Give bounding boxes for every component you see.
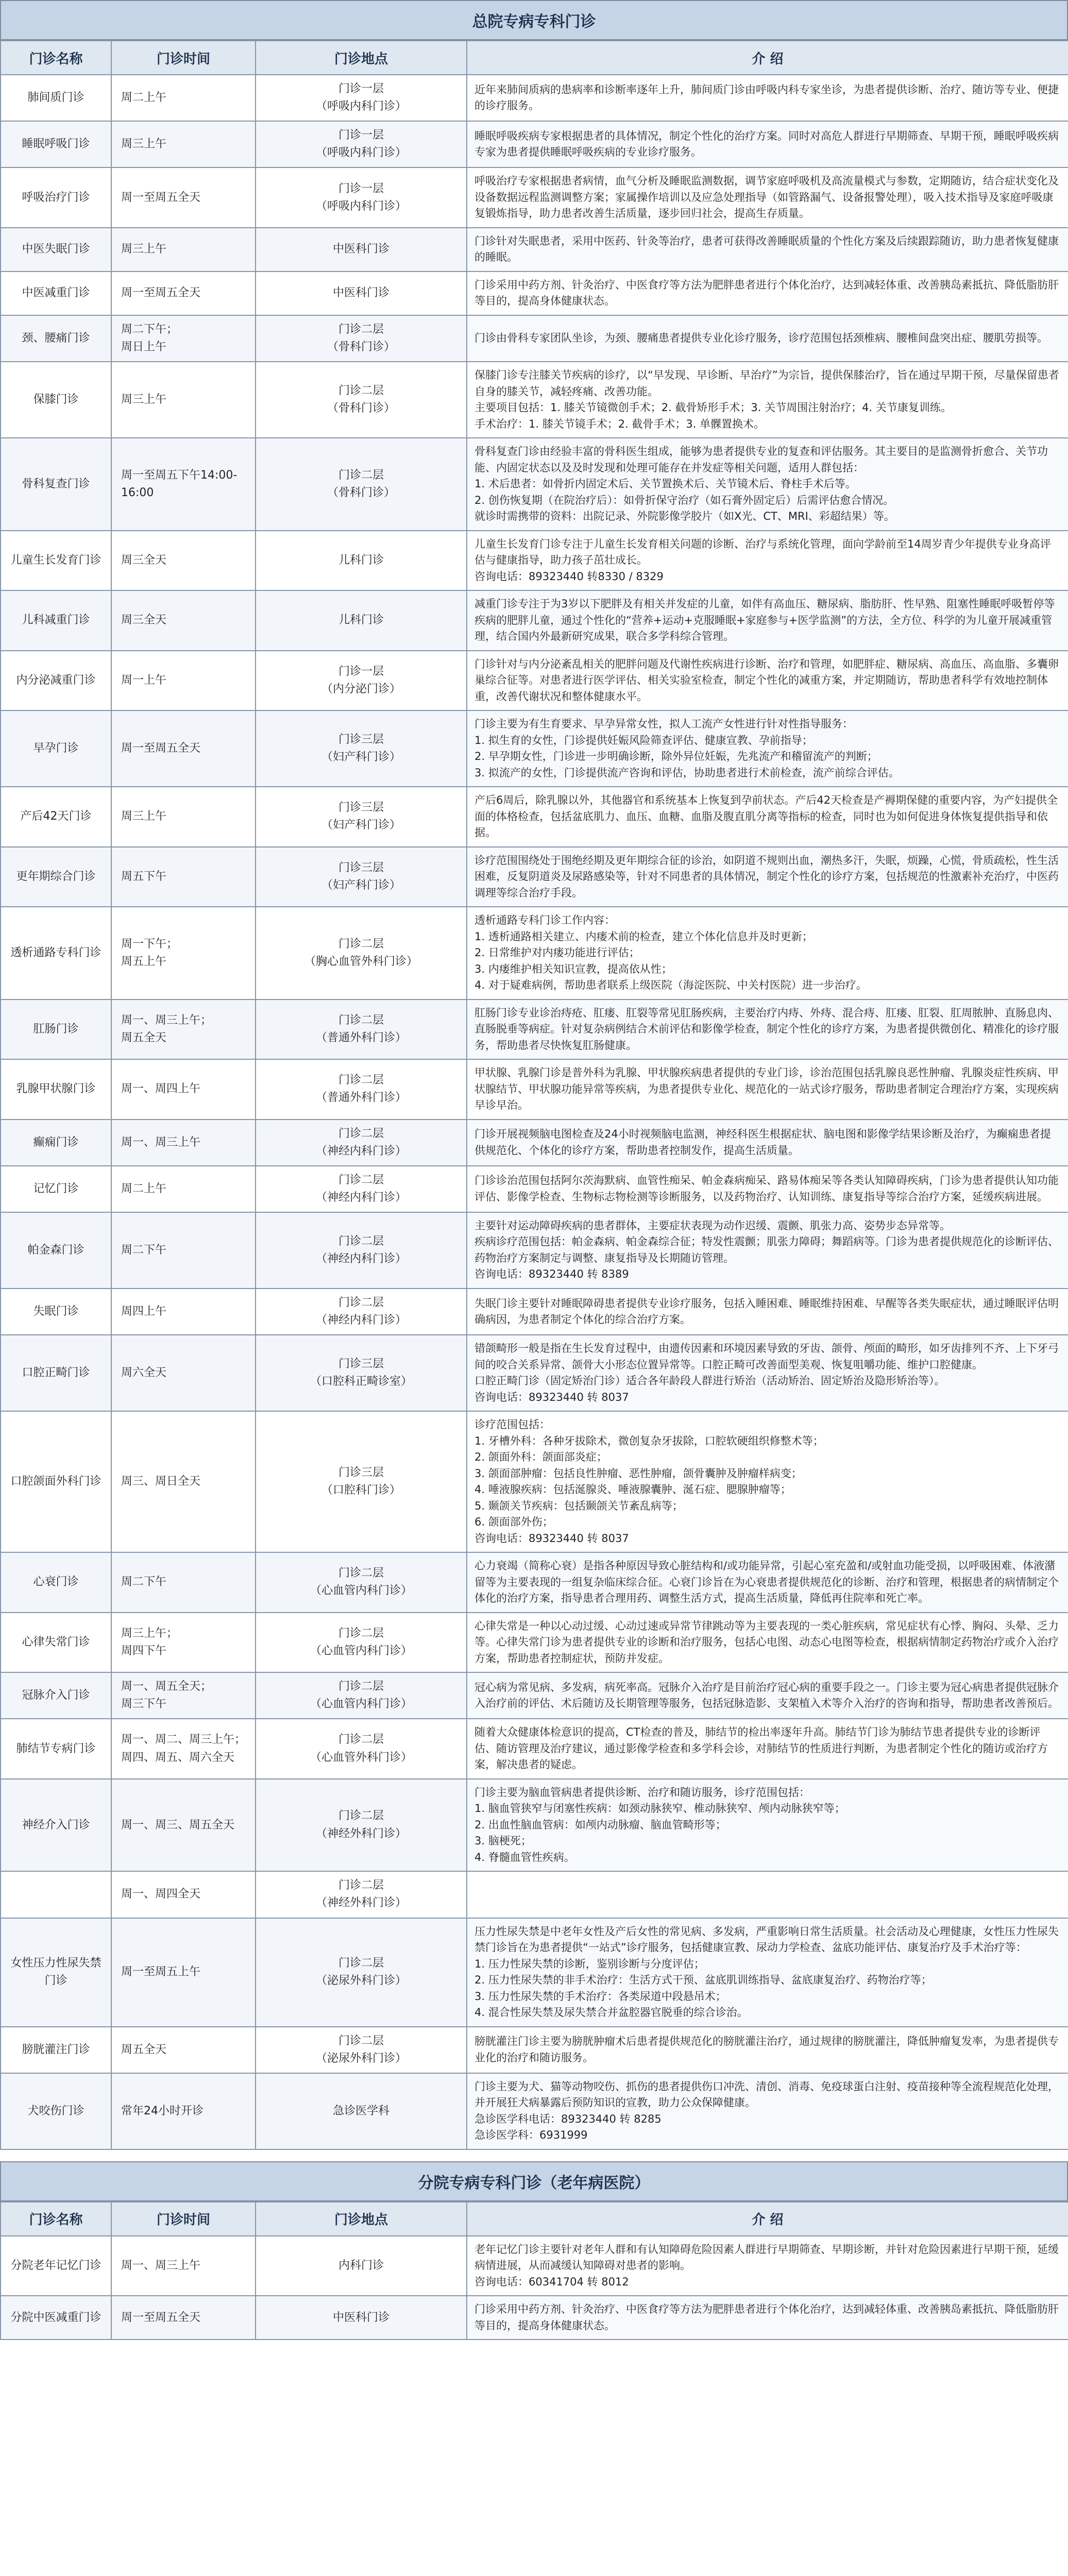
clinic-name-cell: 儿科减重门诊 — [1, 590, 111, 651]
table-row — [1, 2236, 1068, 2296]
clinic-name-cell: 早孕门诊 — [1, 710, 111, 787]
clinic-location-cell: 中医科门诊 — [256, 272, 467, 315]
clinic-intro-cell: 错颌畸形一般是指在生长发育过程中，由遗传因素和环境因素导致的牙齿、颌骨、颅面的畸形，如牙齿排列不齐、上下牙弓间的咬合关系异常、颌骨大小形态位置异常等。口腔正畸可改善面型美观、恢复咀嚼功能、维护口腔健康。 口腔正畸门诊（固定矫治门诊）适合各年龄段人群进行矫治（活动矫治、固定矫治及隐形矫治等）。 咨询电话：89323440 转 8037 — [467, 1335, 1068, 1411]
table-row — [1, 438, 1068, 531]
header-introduction: 介 绍 — [467, 41, 1068, 75]
clinic-location-cell: 儿科门诊 — [256, 531, 467, 591]
clinic-intro-cell: 骨科复查门诊由经验丰富的骨科医生组成，能够为患者提供专业的复查和评估服务。其主要目的是监测骨折愈合、关节功能、内固定状态以及及时发现和处理可能存在并发症等相关问题，适用人群包括： 1. 术后患者：如骨折内固定术后、关节置换术后、关节镜术后、脊柱手术后等。 2. 创伤恢复期（在院治疗后）：如骨折保守治疗（如石膏外固定后）后需评估愈合情况。 就诊时需携带的资料：出院记录、外院影像学胶片（如X光、CT、MRI、彩超结果）等。 — [467, 438, 1068, 531]
table-row — [1, 531, 1068, 591]
clinic-location-cell: 门诊二层 （神经内科门诊） — [256, 1120, 467, 1166]
clinic-intro-cell: 压力性尿失禁是中老年女性及产后女性的常见病、多发病，严重影响日常生活质量。社会活动及心理健康，女性压力性尿失禁门诊旨在为患者提供“一站式”诊疗服务，包括健康宣教、尿动力学检查、盆底功能评估、康复治疗及手术治疗等： 1. 压力性尿失禁的诊断，鉴别诊断与分度评估； 2. 压力性尿失禁的非手术治疗：生活方式干预、盆底肌训练指导、盆底康复治疗、药物治疗等； 3. 压力性尿失禁的手术治疗：各类尿道中段悬吊术； 4. 混合性尿失禁及尿失禁合并盆腔器官脱垂的综合诊治。 — [467, 1918, 1068, 2027]
clinic-time-cell: 周六全天 — [111, 1335, 256, 1411]
clinic-location-cell: 中医科门诊 — [256, 2296, 467, 2340]
clinic-time-cell: 周三上午； 周四下午 — [111, 1613, 256, 1673]
table-row — [1, 272, 1068, 315]
clinic-location-cell: 门诊一层 （呼吸内科门诊） — [256, 121, 467, 167]
clinic-name-cell: 记忆门诊 — [1, 1166, 111, 1212]
clinic-intro-cell: 门诊采用中药方剂、针灸治疗、中医食疗等方法为肥胖患者进行个体化治疗，达到减轻体重、改善胰岛素抵抗、降低脂肪肝等目的，提高身体健康状态。 — [467, 2296, 1068, 2340]
table-row — [1, 787, 1068, 847]
table-row — [1, 1779, 1068, 1872]
clinic-time-cell: 周一至周五全天 — [111, 167, 256, 228]
clinic-name-cell: 中医失眠门诊 — [1, 228, 111, 272]
clinic-intro-cell: 门诊由骨科专家团队坐诊，为颈、腰痛患者提供专业化诊疗服务，诊疗范围包括颈椎病、腰椎间盘突出症、腰肌劳损等。 — [467, 315, 1068, 362]
table-row — [1, 315, 1068, 362]
clinic-location-cell: 门诊二层 （泌尿外科门诊） — [256, 2027, 467, 2073]
clinic-intro-cell: 门诊诊治范围包括阿尔茨海默病、血管性痴呆、帕金森病痴呆、路易体痴呆等各类认知障碍疾病，门诊为患者提供认知功能评估、影像学检查、生物标志物检测等诊断服务，以及药物治疗、认知训练、康复指导等综合治疗方案，延缓疾病进展。 — [467, 1166, 1068, 1212]
clinic-time-cell: 周一至周五全天 — [111, 2296, 256, 2340]
table-row — [1, 1120, 1068, 1166]
clinic-name-cell: 癫痫门诊 — [1, 1120, 111, 1166]
clinic-intro-cell: 门诊针对与内分泌紊乱相关的肥胖问题及代谢性疾病进行诊断、治疗和管理，如肥胖症、糖尿病、高血压、高血脂、多囊卵巢综合征等。对患者进行医学评估、相关实验室检查，制定个性化的减重方案，并定期随访，帮助患者科学有效地控制体重，改善代谢状况和整体健康水平。 — [467, 651, 1068, 711]
table-row — [1, 2073, 1068, 2149]
clinic-intro-cell: 心力衰竭（简称心衰）是指各种原因导致心脏结构和/或功能异常，引起心室充盈和/或射血功能受损，以呼吸困难、体液潴留等为主要表现的一组复杂临床综合征。心衰门诊旨在为心衰患者提供规范化的诊断、治疗和管理，根据患者的病情制定个体化的治疗方案，指导患者合理用药、调整生活方式，提高生活质量，降低再住院率和死亡率。 — [467, 1552, 1068, 1613]
clinic-location-cell: 门诊三层 （妇产科门诊） — [256, 787, 467, 847]
clinic-time-cell: 周三上午 — [111, 121, 256, 167]
clinic-name-cell: 心衰门诊 — [1, 1552, 111, 1613]
clinic-location-cell: 门诊二层 （骨科门诊） — [256, 438, 467, 531]
clinic-intro-cell: 减重门诊专注于为3岁以下肥胖及有相关并发症的儿童，如伴有高血压、糖尿病、脂肪肝、性早熟、阻塞性睡眠呼吸暂停等疾病的肥胖儿童，通过个性化的“营养+运动+克服睡眠+家庭参与+医学监测”的方法，全方位、科学的为儿童开展减重管理，结合国内外最新研究成果，联合多学科综合管理。 — [467, 590, 1068, 651]
clinic-location-cell: 中医科门诊 — [256, 228, 467, 272]
table-row — [1, 228, 1068, 272]
table-row — [1, 1719, 1068, 1779]
clinic-time-cell: 周三上午 — [111, 228, 256, 272]
clinic-intro-cell: 老年记忆门诊主要针对老年人群和有认知障碍危险因素人群进行早期筛查、早期诊断，并针对危险因素进行早期干预，延缓病情进展，从而减缓认知障碍对患者的影响。 咨询电话：60341704 转 8012 — [467, 2236, 1068, 2296]
clinic-time-cell: 周二下午； 周日上午 — [111, 315, 256, 362]
clinic-intro-cell: 门诊主要为有生育要求、早孕异常女性，拟人工流产女性进行针对性指导服务： 1. 拟生育的女性，门诊提供妊娠风险筛查评估、健康宣教、孕前指导； 2. 早孕期女性，门诊进一步明确诊断，除外异位妊娠，先兆流产和稽留流产的判断； 3. 拟流产的女性，门诊提供流产咨询和评估，协助患者进行术前检查，流产前综合评估。 — [467, 710, 1068, 787]
clinic-time-cell: 周一至周五全天 — [111, 272, 256, 315]
clinic-name-cell: 肺间质门诊 — [1, 75, 111, 121]
clinic-location-cell: 门诊二层 （普通外科门诊） — [256, 999, 467, 1060]
clinic-time-cell: 周三、周日全天 — [111, 1411, 256, 1552]
clinic-time-cell: 周二下午 — [111, 1552, 256, 1613]
table-row — [1, 75, 1068, 121]
clinic-name-cell: 女性压力性尿失禁门诊 — [1, 1918, 111, 2027]
clinic-name-cell: 睡眠呼吸门诊 — [1, 121, 111, 167]
clinic-location-cell: 门诊一层 （呼吸内科门诊） — [256, 167, 467, 228]
clinic-time-cell: 周二下午 — [111, 1212, 256, 1289]
clinic-location-cell: 门诊二层 （泌尿外科门诊） — [256, 1918, 467, 2027]
clinic-location-cell: 门诊三层 （口腔科门诊） — [256, 1411, 467, 1552]
section-title-branch-hospital: 分院专病专科门诊（老年病医院） — [0, 2161, 1068, 2201]
clinic-name-cell: 骨科复查门诊 — [1, 438, 111, 531]
clinic-intro-cell: 呼吸治疗专家根据患者病情，血气分析及睡眠监测数据，调节家庭呼吸机及高流量模式与参数，定期随访，结合症状变化及设备数据远程监测调整方案；家属操作培训以及应急处理指导（如管路漏气、设备报警处理），吸入技术指导及家庭呼吸康复锻炼指导，助力患者改善生活质量，逐步回归社会，提高生存质量。 — [467, 167, 1068, 228]
clinic-time-cell: 周二上午 — [111, 75, 256, 121]
table-row — [1, 1672, 1068, 1719]
clinic-location-cell: 门诊三层 （妇产科门诊） — [256, 847, 467, 907]
clinic-time-cell: 周一、周三上午； 周五全天 — [111, 999, 256, 1060]
table-row — [1, 1552, 1068, 1613]
header-clinic-name: 门诊名称 — [1, 2202, 111, 2236]
clinic-time-cell: 周三上午 — [111, 362, 256, 438]
clinic-intro-cell: 膀胱灌注门诊主要为膀胱肿瘤术后患者提供规范化的膀胱灌注治疗，通过规律的膀胱灌注，降低肿瘤复发率，为患者提供专业化的治疗和随访服务。 — [467, 2027, 1068, 2073]
clinic-intro-cell: 心律失常是一种以心动过缓、心动过速或异常节律跳动等为主要表现的一类心脏疾病，常见症状有心悸、胸闷、头晕、乏力等。心律失常门诊为患者提供专业的诊断和治疗服务，包括心电图、动态心电图等检查，根据病情制定药物治疗或介入治疗方案，帮助患者控制症状，预防并发症。 — [467, 1613, 1068, 1673]
table-row — [1, 121, 1068, 167]
clinic-intro-cell: 失眠门诊主要针对睡眠障碍患者提供专业诊疗服务，包括入睡困难、睡眠维持困难、早醒等各类失眠症状，通过睡眠评估明确病因，为患者制定个体化的综合治疗方案。 — [467, 1289, 1068, 1335]
table-row — [1, 1212, 1068, 1289]
clinic-name-cell: 膀胱灌注门诊 — [1, 2027, 111, 2073]
clinic-time-cell: 周三全天 — [111, 531, 256, 591]
clinic-time-cell: 周一至周五上午 — [111, 1918, 256, 2027]
table-row — [1, 590, 1068, 651]
clinic-name-cell: 内分泌减重门诊 — [1, 651, 111, 711]
table-header-row — [1, 2202, 1068, 2236]
header-clinic-name: 门诊名称 — [1, 41, 111, 75]
header-clinic-location: 门诊地点 — [256, 41, 467, 75]
clinic-intro-cell: 诊疗范围围绕处于围绝经期及更年期综合征的诊治，如阴道不规则出血，潮热多汗，失眠，烦躁，心慌，骨质疏松，性生活困难，反复阴道炎及尿路感染等，针对不同患者的具体情况，制定个性化的诊疗方案，包括规范的性激素补充治疗，中医药调理等综合治疗手段。 — [467, 847, 1068, 907]
table-row — [1, 710, 1068, 787]
header-introduction: 介 绍 — [467, 2202, 1068, 2236]
table-row — [1, 847, 1068, 907]
table-body-main-hospital — [1, 75, 1068, 2149]
clinic-name-cell: 中医减重门诊 — [1, 272, 111, 315]
clinic-time-cell: 周一至周五下午14:00-16:00 — [111, 438, 256, 531]
clinic-location-cell: 门诊二层 （神经内科门诊） — [256, 1212, 467, 1289]
table-row — [1, 2296, 1068, 2340]
clinic-intro-cell: 随着大众健康体检意识的提高，CT检查的普及，肺结节的检出率逐年升高。肺结节门诊为肺结节患者提供专业的诊断评估、随访管理及治疗建议，通过影像学检查和多学科会诊，对肺结节的性质进行判断，为患者制定个性化的随访或治疗方案，解决患者的疑虑。 — [467, 1719, 1068, 1779]
clinic-name-cell: 颈、腰痛门诊 — [1, 315, 111, 362]
clinic-time-cell: 周一、周二、周三上午； 周四、周五、周六全天 — [111, 1719, 256, 1779]
clinic-name-cell: 分院老年记忆门诊 — [1, 2236, 111, 2296]
clinic-name-cell: 更年期综合门诊 — [1, 847, 111, 907]
clinic-table-branch-hospital — [0, 2201, 1068, 2341]
clinic-location-cell: 门诊二层 （胸心血管外科门诊） — [256, 907, 467, 999]
clinic-location-cell: 内科门诊 — [256, 2236, 467, 2296]
table-row — [1, 1411, 1068, 1552]
clinic-name-cell: 失眠门诊 — [1, 1289, 111, 1335]
table-row — [1, 1289, 1068, 1335]
clinic-name-cell: 乳腺甲状腺门诊 — [1, 1059, 111, 1120]
clinic-intro-cell — [467, 1871, 1068, 1918]
clinic-time-cell: 常年24小时开诊 — [111, 2073, 256, 2149]
clinic-location-cell: 门诊二层 （神经内科门诊） — [256, 1289, 467, 1335]
clinic-intro-cell: 门诊主要为脑血管病患者提供诊断、治疗和随访服务，诊疗范围包括： 1. 脑血管狭窄与闭塞性疾病：如颈动脉狭窄、椎动脉狭窄、颅内动脉狭窄等； 2. 出血性脑血管病：如颅内动脉瘤、脑血管畸形等； 3. 脑梗死； 4. 脊髓血管性疾病。 — [467, 1779, 1068, 1872]
table-row — [1, 1613, 1068, 1673]
clinic-intro-cell: 肛肠门诊专业诊治痔疮、肛瘘、肛裂等常见肛肠疾病，主要治疗内痔、外痔、混合痔、肛瘘、肛裂、肛周脓肿、直肠息肉、直肠脱垂等病症。针对复杂病例结合术前评估和影像学检查，制定个性化的诊疗方案，为患者提供微创化、精准化的诊疗服务，帮助患者尽快恢复肛肠健康。 — [467, 999, 1068, 1060]
clinic-time-cell: 周一上午 — [111, 651, 256, 711]
clinic-intro-cell: 冠心病为常见病、多发病，病死率高。冠脉介入治疗是目前治疗冠心病的重要手段之一。门诊主要为冠心病患者提供冠脉介入治疗前的评估、术后随访及长期管理等服务，包括冠脉造影、支架植入术等介入治疗的咨询和指导，帮助患者改善预后。 — [467, 1672, 1068, 1719]
clinic-time-cell: 周一、周四上午 — [111, 1059, 256, 1120]
clinic-location-cell: 门诊三层 （妇产科门诊） — [256, 710, 467, 787]
clinic-name-cell: 帕金森门诊 — [1, 1212, 111, 1289]
clinic-name-cell: 分院中医减重门诊 — [1, 2296, 111, 2340]
clinic-time-cell: 周四上午 — [111, 1289, 256, 1335]
table-row — [1, 1918, 1068, 2027]
table-row — [1, 907, 1068, 999]
clinic-location-cell: 门诊二层 （心血管内科门诊） — [256, 1672, 467, 1719]
clinic-intro-cell: 睡眠呼吸疾病专家根据患者的具体情况，制定个性化的治疗方案。同时对高危人群进行早期筛查、早期干预，睡眠呼吸疾病专家为患者提供睡眠呼吸疾病的专业诊疗服务。 — [467, 121, 1068, 167]
clinic-time-cell: 周三全天 — [111, 590, 256, 651]
clinic-intro-cell: 门诊采用中药方剂、针灸治疗、中医食疗等方法为肥胖患者进行个体化治疗，达到减轻体重、改善胰岛素抵抗、降低脂肪肝等目的，提高身体健康状态。 — [467, 272, 1068, 315]
clinic-location-cell: 门诊二层 （心血管内科门诊） — [256, 1552, 467, 1613]
table-row — [1, 1059, 1068, 1120]
table-row — [1, 167, 1068, 228]
clinic-location-cell: 儿科门诊 — [256, 590, 467, 651]
table-row — [1, 362, 1068, 438]
clinic-intro-cell: 主要针对运动障碍疾病的患者群体，主要症状表现为动作迟缓、震颤、肌张力高、姿势步态异常等。 疾病诊疗范围包括：帕金森病、帕金森综合征；特发性震颤；肌张力障碍；舞蹈病等。门诊为患者提供规范化的诊断评估、药物治疗方案制定与调整、康复指导及长期随访管理。 咨询电话：89323440 转 8389 — [467, 1212, 1068, 1289]
clinic-intro-cell: 甲状腺、乳腺门诊是普外科为乳腺、甲状腺疾病患者提供的专业门诊，诊治范围包括乳腺良恶性肿瘤、乳腺炎症性疾病、甲状腺结节、甲状腺功能异常等疾病，为患者提供专业化、规范化的一站式诊疗服务，帮助患者制定合理治疗方案，实现疾病早诊早治。 — [467, 1059, 1068, 1120]
clinic-location-cell: 门诊二层 （普通外科门诊） — [256, 1059, 467, 1120]
clinic-time-cell: 周二上午 — [111, 1166, 256, 1212]
clinic-intro-cell: 门诊针对失眠患者，采用中医药、针灸等治疗，患者可获得改善睡眠质量的个性化方案及后续跟踪随访，助力患者恢复健康的睡眠。 — [467, 228, 1068, 272]
clinic-time-cell: 周一、周五全天； 周三下午 — [111, 1672, 256, 1719]
clinic-name-cell: 肺结节专病门诊 — [1, 1719, 111, 1779]
header-clinic-time: 门诊时间 — [111, 2202, 256, 2236]
clinic-time-cell: 周三上午 — [111, 787, 256, 847]
table-row — [1, 999, 1068, 1060]
clinic-name-cell: 产后42天门诊 — [1, 787, 111, 847]
clinic-location-cell: 门诊二层 （心血管外科门诊） — [256, 1719, 467, 1779]
clinic-intro-cell: 产后6周后，除乳腺以外，其他器官和系统基本上恢复到孕前状态。产后42天检查是产褥期保健的重要内容，为产妇提供全面的体格检查，包括盆底肌力、血压、血糖、血脂及腹直肌分离等指标的检查，同时也为如何促进身体恢复提供指导和依据。 — [467, 787, 1068, 847]
table-row — [1, 2027, 1068, 2073]
clinic-location-cell: 门诊二层 （神经外科门诊） — [256, 1779, 467, 1872]
clinic-location-cell: 门诊二层 （神经内科门诊） — [256, 1166, 467, 1212]
clinic-name-cell: 呼吸治疗门诊 — [1, 167, 111, 228]
clinic-intro-cell: 保膝门诊专注膝关节疾病的诊疗，以“早发现、早诊断、早治疗”为宗旨，提供保膝治疗，旨在通过早期干预，尽量保留患者自身的膝关节，减轻疼痛、改善功能。 主要项目包括：1. 膝关节镜微创手术；2. 截骨矫形手术；3. 关节周围注射治疗；4. 关节康复训练。 手术治疗：1. 膝关节镜手术；2. 截骨手术；3. 单髁置换术。 — [467, 362, 1068, 438]
clinic-name-cell: 犬咬伤门诊 — [1, 2073, 111, 2149]
clinic-intro-cell: 门诊开展视频脑电图检查及24小时视频脑电监测，神经科医生根据症状、脑电图和影像学结果诊断及治疗，为癫痫患者提供规范化、个体化的诊疗方案，帮助患者控制发作，提高生活质量。 — [467, 1120, 1068, 1166]
clinic-location-cell: 急诊医学科 — [256, 2073, 467, 2149]
clinic-location-cell: 门诊一层 （内分泌门诊） — [256, 651, 467, 711]
clinic-location-cell: 门诊二层 （骨科门诊） — [256, 362, 467, 438]
clinic-location-cell: 门诊一层 （呼吸内科门诊） — [256, 75, 467, 121]
table-row — [1, 1166, 1068, 1212]
clinic-name-cell — [1, 1871, 111, 1918]
clinic-name-cell: 冠脉介入门诊 — [1, 1672, 111, 1719]
clinic-intro-cell: 门诊主要为犬、猫等动物咬伤、抓伤的患者提供伤口冲洗、清创、消毒、免疫球蛋白注射、疫苗接种等全流程规范化处理，并开展狂犬病暴露后预防知识的宣教，助力公众保障健康。 急诊医学科电话：89323440 转 8285 急诊医学科：6931999 — [467, 2073, 1068, 2149]
clinic-location-cell: 门诊二层 （骨科门诊） — [256, 315, 467, 362]
clinic-name-cell: 保膝门诊 — [1, 362, 111, 438]
clinic-time-cell: 周一下午； 周五上午 — [111, 907, 256, 999]
clinic-intro-cell: 透析通路专科门诊工作内容： 1. 透析通路相关建立、内瘘术前的检查，建立个体化信息并及时更新； 2. 日常维护对内瘘功能进行评估； 3. 内瘘维护相关知识宣教，提高依从性； 4. 对于疑难病例，帮助患者联系上级医院（海淀医院、中关村医院）进一步治疗。 — [467, 907, 1068, 999]
clinic-name-cell: 口腔正畸门诊 — [1, 1335, 111, 1411]
table-row — [1, 651, 1068, 711]
header-clinic-time: 门诊时间 — [111, 41, 256, 75]
clinic-intro-cell: 诊疗范围包括： 1. 牙槽外科：各种牙拔除术，微创复杂牙拔除，口腔软硬组织修整术等； 2. 颌面外科：颌面部炎症； 3. 颌面部肿瘤：包括良性肿瘤、恶性肿瘤，颌骨囊肿及肿瘤样病变； 4. 唾液腺疾病：包括涎腺炎、唾液腺囊肿、涎石症、腮腺肿瘤等； 5. 颞颌关节疾病：包括颞颌关节紊乱病等； 6. 颌面部外伤； 咨询电话：89323440 转 8037 — [467, 1411, 1068, 1552]
section-title-main-hospital: 总院专病专科门诊 — [0, 0, 1068, 40]
clinic-name-cell: 心律失常门诊 — [1, 1613, 111, 1673]
table-row — [1, 1335, 1068, 1411]
clinic-name-cell: 神经介入门诊 — [1, 1779, 111, 1872]
header-clinic-location: 门诊地点 — [256, 2202, 467, 2236]
clinic-time-cell: 周一、周三上午 — [111, 1120, 256, 1166]
clinic-time-cell: 周一、周三上午 — [111, 2236, 256, 2296]
clinic-time-cell: 周一、周三、周五全天 — [111, 1779, 256, 1872]
clinic-intro-cell: 近年来肺间质病的患病率和诊断率逐年上升，肺间质门诊由呼吸内科专家坐诊，为患者提供诊断、治疗、随访等专业、便捷的诊疗服务。 — [467, 75, 1068, 121]
table-row — [1, 1871, 1068, 1918]
clinic-location-cell: 门诊三层 （口腔科正畸诊室） — [256, 1335, 467, 1411]
clinic-table-main-hospital — [0, 40, 1068, 2150]
clinic-location-cell: 门诊二层 （心血管内科门诊） — [256, 1613, 467, 1673]
clinic-name-cell: 口腔颌面外科门诊 — [1, 1411, 111, 1552]
table-header-row — [1, 41, 1068, 75]
clinic-time-cell: 周五下午 — [111, 847, 256, 907]
clinic-intro-cell: 儿童生长发育门诊专注于儿童生长发育相关问题的诊断、治疗与系统化管理，面向学龄前至14周岁青少年提供专业身高评估与健康指导，助力孩子茁壮成长。 咨询电话：89323440 转8330 / 8329 — [467, 531, 1068, 591]
clinic-name-cell: 透析通路专科门诊 — [1, 907, 111, 999]
clinic-time-cell: 周一至周五全天 — [111, 710, 256, 787]
clinic-name-cell: 儿童生长发育门诊 — [1, 531, 111, 591]
table-body-branch-hospital — [1, 2236, 1068, 2340]
clinic-location-cell: 门诊二层 （神经外科门诊） — [256, 1871, 467, 1918]
clinic-time-cell: 周一、周四全天 — [111, 1871, 256, 1918]
clinic-time-cell: 周五全天 — [111, 2027, 256, 2073]
clinic-name-cell: 肛肠门诊 — [1, 999, 111, 1060]
